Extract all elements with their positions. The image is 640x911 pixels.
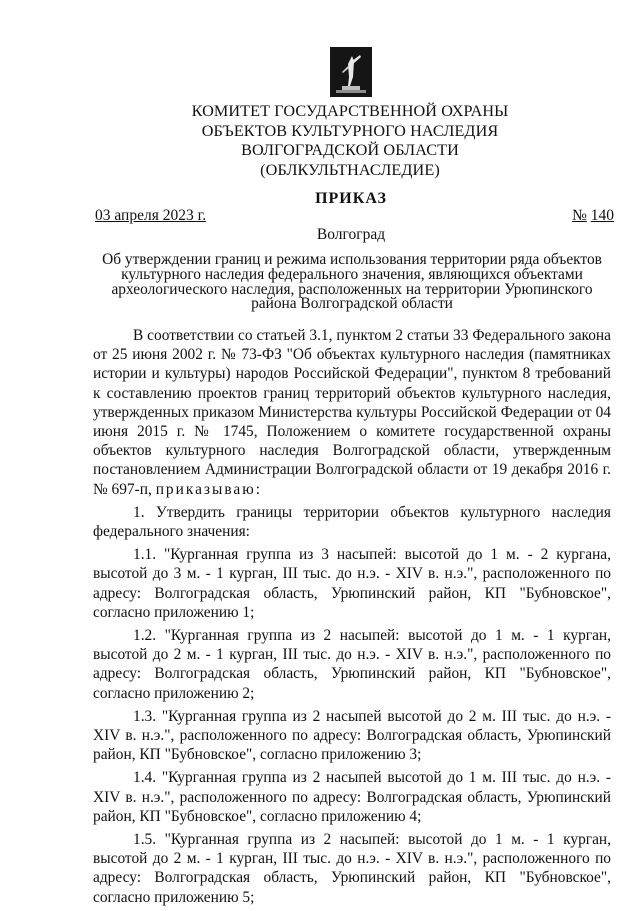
order-body xyxy=(93,326,611,911)
order-number-value: 140 xyxy=(590,207,614,224)
paragraph-1: 1. Утвердить границы территории объектов культурного наследия федерального значения: xyxy=(93,503,611,541)
paragraph-1-3: 1.3. "Курганная группа из 2 насыпей высотой до 2 м. III тыс. до н.э. - XIV в. н.э.", расположенного по адресу: Волгоградская область, Урюпинский район, КП "Бубновское", согласно приложению 3; xyxy=(93,707,611,764)
volgograd-motherland-emblem-icon xyxy=(330,47,372,97)
order-number-prefix: № xyxy=(572,207,587,224)
org-line-2: ОБЪЕКТОВ КУЛЬТУРНОГО НАСЛЕДИЯ xyxy=(201,121,499,140)
org-line-3: ВОЛГОГРАДСКОЙ ОБЛАСТИ xyxy=(241,141,459,159)
org-line-1: КОМИТЕТ ГОСУДАРСТВЕННОЙ ОХРАНЫ xyxy=(191,102,509,120)
paragraph-1-1: 1.1. "Курганная группа из 3 насыпей: высотой до 1 м. - 2 кургана, высотой до 3 м. - 1 курган, III тыс. до н.э. - XIV в. н.э.", расположенного по адресу: Волгоградская область, Урюпинский район, КП "Бубновское", согласно приложению 1; xyxy=(93,546,611,621)
preamble-text: В соответствии со статьей 3.1, пунктом 2 статьи 33 Федерального закона от 25 июня 2002 г. № 73-ФЗ "Об объектах культурного наследия (памятниках истории и культуры) народов Российской Федерации", пунктом 8 требований к составлению проектов границ территорий объектов культурного наследия, утвержденных приказом Министерства культуры Российской Федерации от 04 июня 2015 г. № 1745, Положением о комитете государственной охраны объектов культурного наследия Волгоградской области, утвержденным постановлением Администрации Волгоградской области от 19 декабря 2016 г. № 697-п, xyxy=(93,327,611,498)
paragraph-1-2: 1.2. "Курганная группа из 2 насыпей: высотой до 1 м. - 1 курган, высотой до 2 м. - 1 курган, III тыс. до н.э. - XIV в. н.э.", расположенного по адресу: Волгоградская область, Урюпинский район, КП "Бубновское", согласно приложению 2; xyxy=(93,627,611,702)
preamble-command: приказываю: xyxy=(155,480,263,498)
order-subject: Об утверждении границ и режима использования территории ряда объектов культурного наследия федерального значения, являющихся объектами археологического наследия, расположенных на территории Урюпинского района Волгоградской области xyxy=(102,251,602,313)
order-title: ПРИКАЗ xyxy=(315,190,387,207)
paragraph-1-4: 1.4. "Курганная группа из 2 насыпей высотой до 1 м. III тыс. до н.э. - XIV в. н.э.", расположенного по адресу: Волгоградская область, Урюпинский район, КП "Бубновское", согласно приложению 4; xyxy=(93,769,611,825)
preamble-paragraph xyxy=(93,326,611,499)
paragraph-1-5: 1.5. "Курганная группа из 2 насыпей: высотой до 1 м. - 1 курган, высотой до 2 м. - 1 курган, III тыс. до н.э. - XIV в. н.э.", расположенного по адресу: Волгоградская область, Урюпинский район, КП "Бубновское", согласно приложению 5; xyxy=(93,831,611,906)
order-date: 03 апреля 2023 г. xyxy=(95,207,207,224)
order-number xyxy=(572,207,614,225)
org-line-4: (ОБЛКУЛЬТНАСЛЕДИЕ) xyxy=(260,160,440,179)
organization-name xyxy=(150,102,550,180)
order-city: Волгоград xyxy=(316,226,386,243)
